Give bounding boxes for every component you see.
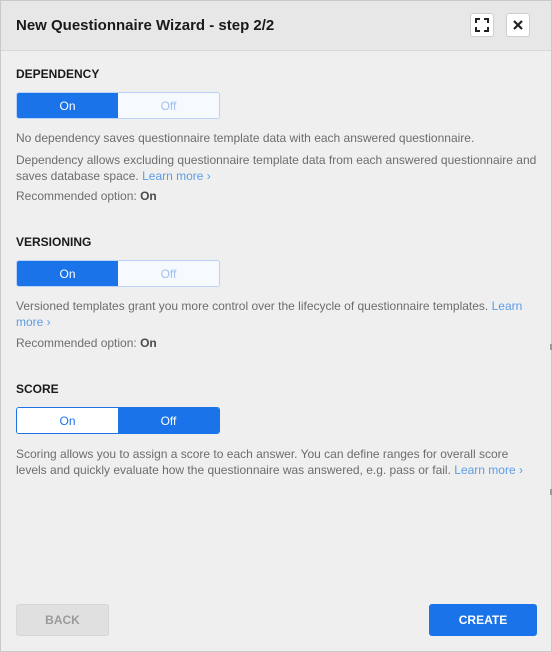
dependency-description-1: No dependency saves questionnaire template data with each answered questionnaire.	[16, 131, 475, 145]
dialog-title: New Questionnaire Wizard - step 2/2	[16, 17, 275, 34]
versioning-description	[16, 298, 538, 330]
score-off-option[interactable]: Off	[118, 408, 219, 433]
expand-icon	[475, 18, 489, 32]
versioning-recommended-value: On	[140, 336, 157, 350]
create-button[interactable]: CREATE	[429, 604, 537, 636]
score-learn-more-link[interactable]: Learn more ›	[454, 463, 523, 477]
versioning-off-option[interactable]: Off	[118, 261, 219, 286]
dependency-description-2-text: Dependency allows excluding questionnaire template data from each answered questionnaire and saves database space.	[16, 153, 537, 183]
versioning-on-option[interactable]: On	[17, 261, 118, 286]
score-description-text: Scoring allows you to assign a score to each answer. You can define ranges for overall score levels and quickly evaluate how the questionnaire was answered, e.g. pass or fail.	[16, 447, 509, 477]
dependency-recommended-label: Recommended option:	[16, 189, 137, 203]
expand-button[interactable]	[470, 13, 494, 37]
score-toggle[interactable]	[16, 407, 220, 434]
dependency-learn-more-link[interactable]: Learn more ›	[142, 169, 211, 183]
dependency-recommended-value: On	[140, 189, 157, 203]
close-button[interactable]	[506, 13, 530, 37]
versioning-learn-more-link[interactable]: Learn more ›	[16, 299, 523, 329]
versioning-recommended	[16, 336, 157, 350]
versioning-recommended-label: Recommended option:	[16, 336, 137, 350]
dependency-description-2	[16, 152, 538, 184]
score-heading: SCORE	[16, 382, 59, 396]
versioning-heading: VERSIONING	[16, 235, 92, 249]
back-button[interactable]: BACK	[16, 604, 109, 636]
dialog-header	[1, 1, 551, 51]
dependency-off-option[interactable]: Off	[118, 93, 219, 118]
dependency-on-option[interactable]: On	[17, 93, 118, 118]
score-on-option[interactable]: On	[17, 408, 118, 433]
dependency-recommended	[16, 189, 157, 203]
score-description	[16, 446, 538, 478]
versioning-toggle[interactable]	[16, 260, 220, 287]
close-icon	[512, 19, 524, 31]
versioning-description-text: Versioned templates grant you more control over the lifecycle of questionnaire templates.	[16, 299, 489, 313]
dependency-heading: DEPENDENCY	[16, 67, 100, 81]
dependency-toggle[interactable]	[16, 92, 220, 119]
